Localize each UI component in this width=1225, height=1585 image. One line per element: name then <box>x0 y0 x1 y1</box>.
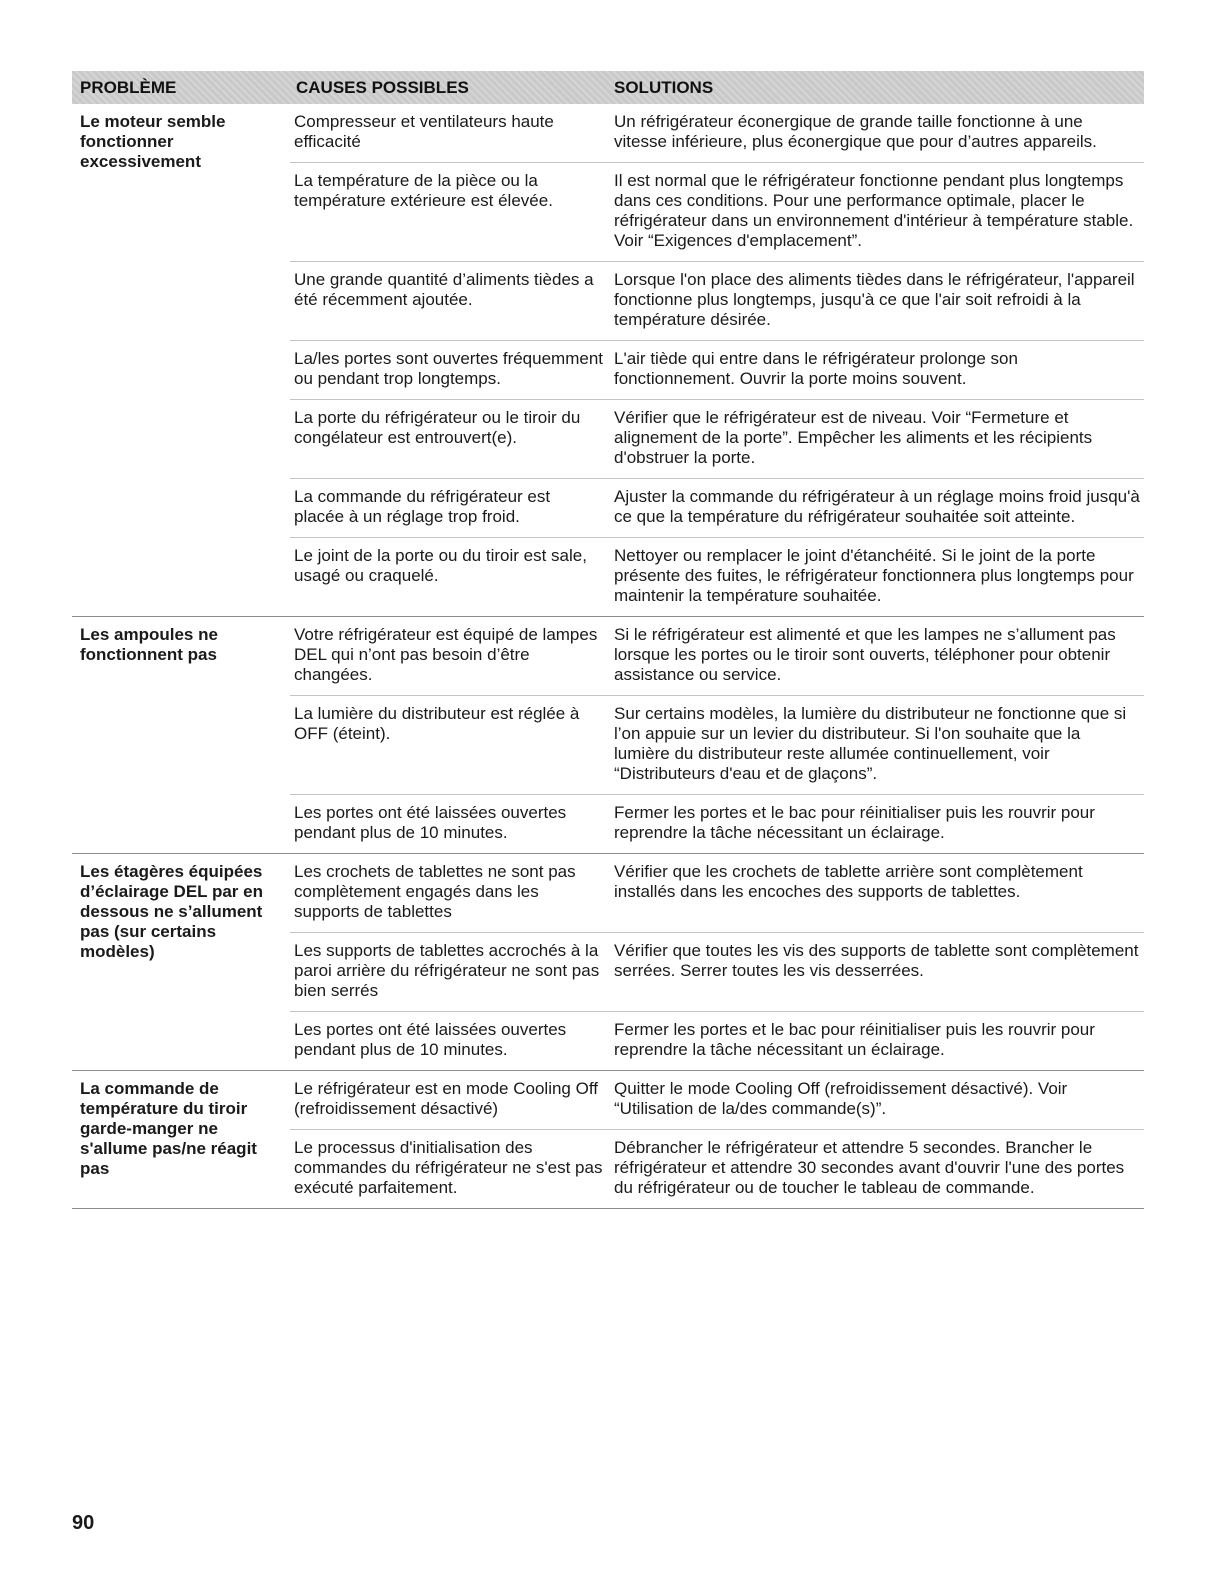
solution-cell: Sur certains modèles, la lumière du distributeur ne fonctionne que si l’on appuie sur un levier du distributeur. Si l'on souhaite que la lumière du distributeur reste allumée continuellement, voir “Distributeurs d'eau et de glaçons”. <box>614 704 1127 783</box>
table-row <box>290 1012 1144 1070</box>
cause-cell: Le réfrigérateur est en mode Cooling Off (refroidissement désactivé) <box>294 1079 598 1118</box>
cause-solution-list <box>290 854 1144 1070</box>
header-causes: CAUSES POSSIBLES <box>296 77 469 97</box>
troubleshooting-table <box>72 71 1144 1209</box>
header-problem: PROBLÈME <box>80 77 177 97</box>
cause-cell: Les crochets de tablettes ne sont pas complètement engagés dans les supports de tablettes <box>294 862 576 921</box>
cause-solution-list <box>290 104 1144 616</box>
cause-cell: La/les portes sont ouvertes fréquemment ou pendant trop longtemps. <box>294 349 603 388</box>
header-solutions: SOLUTIONS <box>614 77 714 97</box>
solution-cell: Un réfrigérateur éconergique de grande taille fonctionne à une vitesse inférieure, plus éconergique que pour d’autres appareils. <box>614 112 1097 151</box>
table-row <box>290 1071 1144 1130</box>
table-row <box>290 341 1144 400</box>
table-header <box>72 71 1144 104</box>
problem-label: La commande de température du tiroir garde-manger ne s'allume pas/ne réagit pas <box>80 1079 257 1178</box>
solution-cell: Fermer les portes et le bac pour réinitialiser puis les rouvrir pour reprendre la tâche nécessitant un éclairage. <box>614 803 1095 842</box>
problem-group <box>72 854 1144 1071</box>
cause-cell: Les portes ont été laissées ouvertes pendant plus de 10 minutes. <box>294 1020 567 1059</box>
table-row <box>290 933 1144 1012</box>
solution-cell: Il est normal que le réfrigérateur fonctionne pendant plus longtemps dans ces conditions. Pour une performance optimale, placer le réfrigérateur dans un environnement d'intérieur à température stable. Voir “Exigences d'emplacement”. <box>614 171 1134 250</box>
solution-cell: Si le réfrigérateur est alimenté et que les lampes ne s’allument pas lorsque les portes ou le tiroir sont ouverts, téléphoner pour obtenir assistance ou service. <box>614 625 1116 684</box>
solution-cell: Quitter le mode Cooling Off (refroidissement désactivé). Voir “Utilisation de la/des commande(s)”. <box>614 1079 1068 1118</box>
solution-cell: Ajuster la commande du réfrigérateur à un réglage moins froid jusqu'à ce que la température du réfrigérateur souhaitée soit atteinte. <box>614 487 1140 526</box>
table-row <box>290 163 1144 262</box>
table-row <box>290 617 1144 696</box>
table-row <box>290 795 1144 853</box>
problem-group <box>72 617 1144 854</box>
table-row <box>290 104 1144 163</box>
table-row <box>290 538 1144 616</box>
cause-cell: Le processus d'initialisation des commandes du réfrigérateur ne s'est pas exécuté parfaitement. <box>294 1138 603 1197</box>
table-row <box>290 854 1144 933</box>
solution-cell: Vérifier que toutes les vis des supports de tablette sont complètement serrées. Serrer toutes les vis desserrées. <box>614 941 1139 980</box>
problem-group <box>72 1071 1144 1209</box>
problem-label: Les ampoules ne fonctionnent pas <box>80 625 218 664</box>
problem-group <box>72 104 1144 617</box>
table-body <box>72 104 1144 1209</box>
solution-cell: L'air tiède qui entre dans le réfrigérateur prolonge son fonctionnement. Ouvrir la porte moins souvent. <box>614 349 1018 388</box>
cause-cell: Une grande quantité d’aliments tièdes a été récemment ajoutée. <box>294 270 594 309</box>
cause-cell: La température de la pièce ou la température extérieure est élevée. <box>294 171 553 210</box>
problem-label: Le moteur semble fonctionner excessivement <box>80 112 226 171</box>
page-number: 90 <box>72 1512 95 1534</box>
cause-cell: Le joint de la porte ou du tiroir est sale, usagé ou craquelé. <box>294 546 587 585</box>
problem-label: Les étagères équipées d’éclairage DEL par en dessous ne s’allument pas (sur certains modèles) <box>80 862 263 961</box>
solution-cell: Lorsque l'on place des aliments tièdes dans le réfrigérateur, l'appareil fonctionne plus longtemps, jusqu'à ce que l'air soit refroidi à la température désirée. <box>614 270 1135 329</box>
cause-solution-list <box>290 617 1144 853</box>
cause-cell: La commande du réfrigérateur est placée à un réglage trop froid. <box>294 487 551 526</box>
table-row <box>290 400 1144 479</box>
cause-cell: Compresseur et ventilateurs haute efficacité <box>294 112 554 151</box>
solution-cell: Nettoyer ou remplacer le joint d'étanchéité. Si le joint de la porte présente des fuites, le réfrigérateur fonctionnera plus longtemps pour maintenir la température souhaitée. <box>614 546 1134 605</box>
cause-cell: Votre réfrigérateur est équipé de lampes DEL qui n’ont pas besoin d’être changées. <box>294 625 598 684</box>
solution-cell: Vérifier que le réfrigérateur est de niveau. Voir “Fermeture et alignement de la porte”. Empêcher les aliments et les récipients d'obstruer la porte. <box>614 408 1093 467</box>
cause-cell: La lumière du distributeur est réglée à OFF (éteint). <box>294 704 580 743</box>
solution-cell: Débrancher le réfrigérateur et attendre 5 secondes. Brancher le réfrigérateur et attendre 30 secondes avant d'ouvrir l'une des portes du réfrigérateur ou de toucher le tableau de commande. <box>614 1138 1125 1197</box>
table-row <box>290 262 1144 341</box>
cause-solution-list <box>290 1071 1144 1208</box>
table-row <box>290 479 1144 538</box>
cause-cell: Les supports de tablettes accrochés à la paroi arrière du réfrigérateur ne sont pas bien serrés <box>294 941 600 1000</box>
solution-cell: Fermer les portes et le bac pour réinitialiser puis les rouvrir pour reprendre la tâche nécessitant un éclairage. <box>614 1020 1095 1059</box>
cause-cell: Les portes ont été laissées ouvertes pendant plus de 10 minutes. <box>294 803 567 842</box>
table-row <box>290 696 1144 795</box>
cause-cell: La porte du réfrigérateur ou le tiroir du congélateur est entrouvert(e). <box>294 408 581 447</box>
table-row <box>290 1130 1144 1208</box>
solution-cell: Vérifier que les crochets de tablette arrière sont complètement installés dans les encoches des supports de tablettes. <box>614 862 1083 901</box>
